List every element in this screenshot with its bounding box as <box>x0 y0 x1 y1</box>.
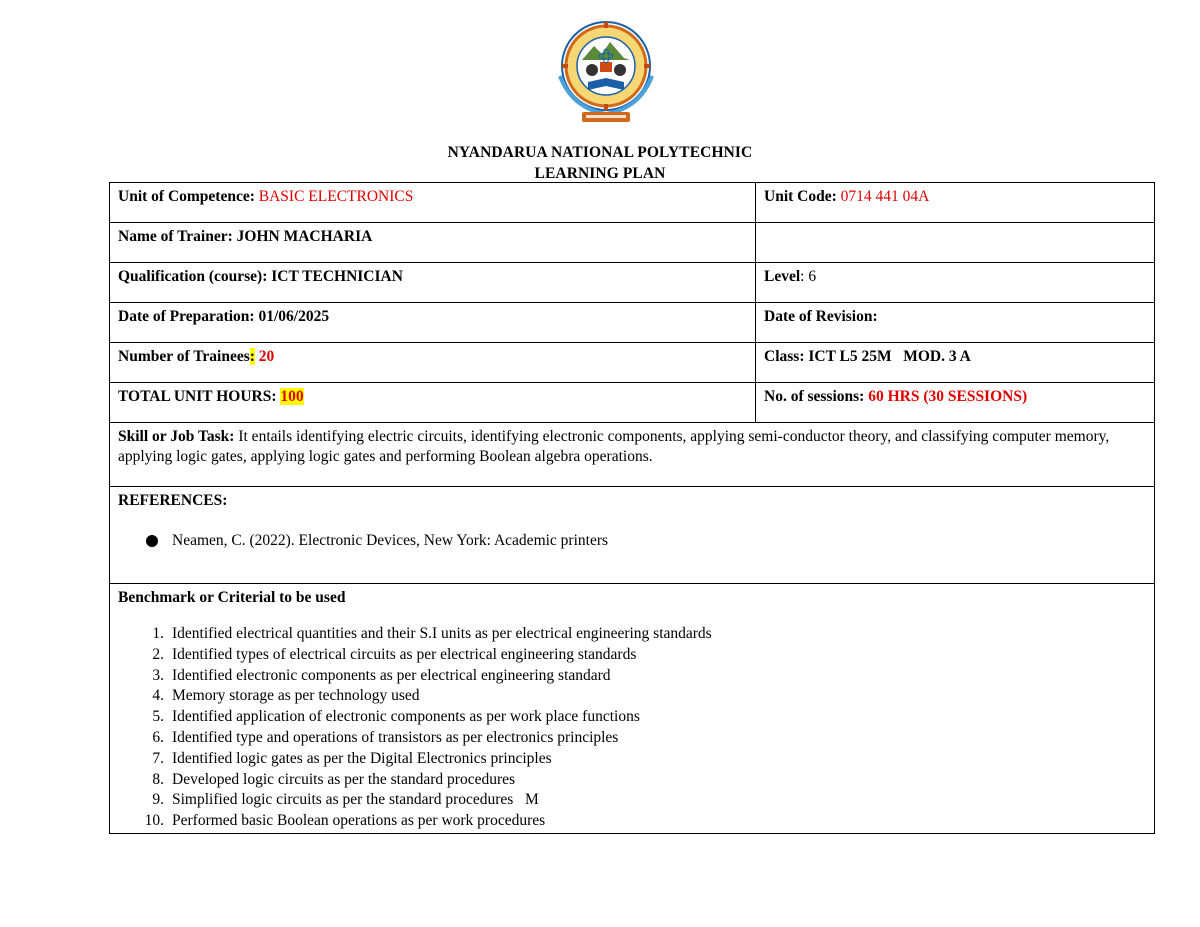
qualification-value: ICT TECHNICIAN <box>271 268 403 285</box>
total-hours-cell <box>110 383 756 423</box>
class-cell <box>756 343 1155 383</box>
item-text: Identified application of electronic components as per work place functions <box>172 708 640 726</box>
item-number: 1. <box>152 625 164 642</box>
unit-of-competence-cell <box>110 183 756 223</box>
learning-plan-table <box>109 182 1155 834</box>
institution-name: NYANDARUA NATIONAL POLYTECHNIC <box>447 144 753 161</box>
table-row <box>110 383 1155 423</box>
level-value: : 6 <box>800 268 817 285</box>
unit-of-competence-value: BASIC ELECTRONICS <box>258 188 414 205</box>
trainees-colon: : <box>249 348 255 365</box>
table-row <box>110 487 1155 584</box>
sessions-value: 60 HRS (30 SESSIONS) <box>868 388 1028 405</box>
item-text: Identified type and operations of transistors as per electronics principles <box>172 728 619 746</box>
list-item <box>118 686 1146 707</box>
list-item <box>118 811 1146 832</box>
unit-of-competence-label: Unit of Competence: <box>118 188 259 205</box>
list-item <box>118 707 1146 728</box>
item-text: Identified electronic components as per electrical engineering standard <box>172 666 611 684</box>
class-value: ICT L5 25M MOD. 3 A <box>808 348 971 365</box>
item-number: 7. <box>152 749 164 767</box>
item-number: 10. <box>144 812 164 830</box>
benchmark-cell <box>110 584 1155 834</box>
level-label: Level <box>764 268 801 285</box>
trainees-label: Number of Trainees <box>118 348 250 365</box>
references-label: REFERENCES: <box>118 492 228 509</box>
total-hours-label: TOTAL UNIT HOURS: <box>118 388 281 405</box>
class-label: Class: <box>764 348 809 365</box>
sessions-label: No. of sessions: <box>764 388 869 405</box>
list-item <box>118 790 1146 811</box>
institution-logo <box>552 16 660 128</box>
list-item <box>118 770 1146 791</box>
skill-label: Skill or Job Task: <box>118 428 239 445</box>
item-text: Developed logic circuits as per the standard procedures <box>172 770 516 788</box>
skill-cell <box>110 423 1155 487</box>
unit-code-cell <box>756 183 1155 223</box>
trainees-value: 20 <box>254 348 275 365</box>
table-row <box>110 343 1155 383</box>
item-number: 3. <box>152 666 164 684</box>
item-text: Memory storage as per technology used <box>172 687 420 705</box>
item-number: 6. <box>152 728 164 746</box>
item-number: 9. <box>152 791 164 809</box>
date-preparation-label: Date of Preparation: <box>118 308 259 325</box>
item-text: Identified types of electrical circuits as per electrical engineering standards <box>172 645 637 663</box>
trainer-label: Name of Trainer: <box>118 228 237 245</box>
list-item <box>118 531 1146 551</box>
list-item <box>118 624 1146 645</box>
table-row <box>110 183 1155 223</box>
list-item <box>118 645 1146 666</box>
table-row <box>110 303 1155 343</box>
item-number: 5. <box>152 708 164 726</box>
trainer-value: JOHN MACHARIA <box>236 228 373 245</box>
date-revision-cell <box>756 303 1155 343</box>
sessions-cell <box>756 383 1155 423</box>
list-item <box>118 666 1146 687</box>
item-number: 8. <box>152 770 164 788</box>
empty-cell <box>756 223 1155 263</box>
table-row <box>110 263 1155 303</box>
trainer-cell <box>110 223 756 263</box>
reference-text: Neamen, C. (2022). Electronic Devices, New York: Academic printers <box>172 532 609 549</box>
item-number: 4. <box>152 687 164 705</box>
table-row <box>110 223 1155 263</box>
qualification-cell <box>110 263 756 303</box>
item-text: Performed basic Boolean operations as per work procedures <box>172 812 546 830</box>
unit-code-value: 0714 441 04A <box>840 188 930 205</box>
references-cell <box>110 487 1155 584</box>
trainees-cell <box>110 343 756 383</box>
total-hours-value: 100 <box>280 388 304 405</box>
unit-code-label: Unit Code: <box>764 188 841 205</box>
level-cell <box>756 263 1155 303</box>
date-preparation-cell <box>110 303 756 343</box>
item-number: 2. <box>152 645 164 663</box>
date-preparation-value: 01/06/2025 <box>258 308 330 325</box>
list-item <box>118 728 1146 749</box>
table-row <box>110 584 1155 834</box>
table-row <box>110 423 1155 487</box>
bullet-icon <box>146 535 158 547</box>
benchmark-label: Benchmark or Criterial to be used <box>118 589 346 606</box>
benchmark-list <box>118 624 1146 832</box>
date-revision-label: Date of Revision: <box>764 308 878 325</box>
qualification-label: Qualification (course): <box>118 268 272 285</box>
item-text: Identified logic gates as per the Digital Electronics principles <box>172 749 552 767</box>
skill-text: It entails identifying electric circuits, identifying electronic components, applying semi-conductor theory, and classifying computer memory, applying logic gates, applying logic gates and performing Boolean algebra operations. <box>118 428 1110 465</box>
list-item <box>118 749 1146 770</box>
document-title: LEARNING PLAN <box>534 165 666 182</box>
item-text: Identified electrical quantities and their S.I units as per electrical engineering standards <box>172 625 712 642</box>
item-text: Simplified logic circuits as per the standard procedures M <box>172 791 539 809</box>
